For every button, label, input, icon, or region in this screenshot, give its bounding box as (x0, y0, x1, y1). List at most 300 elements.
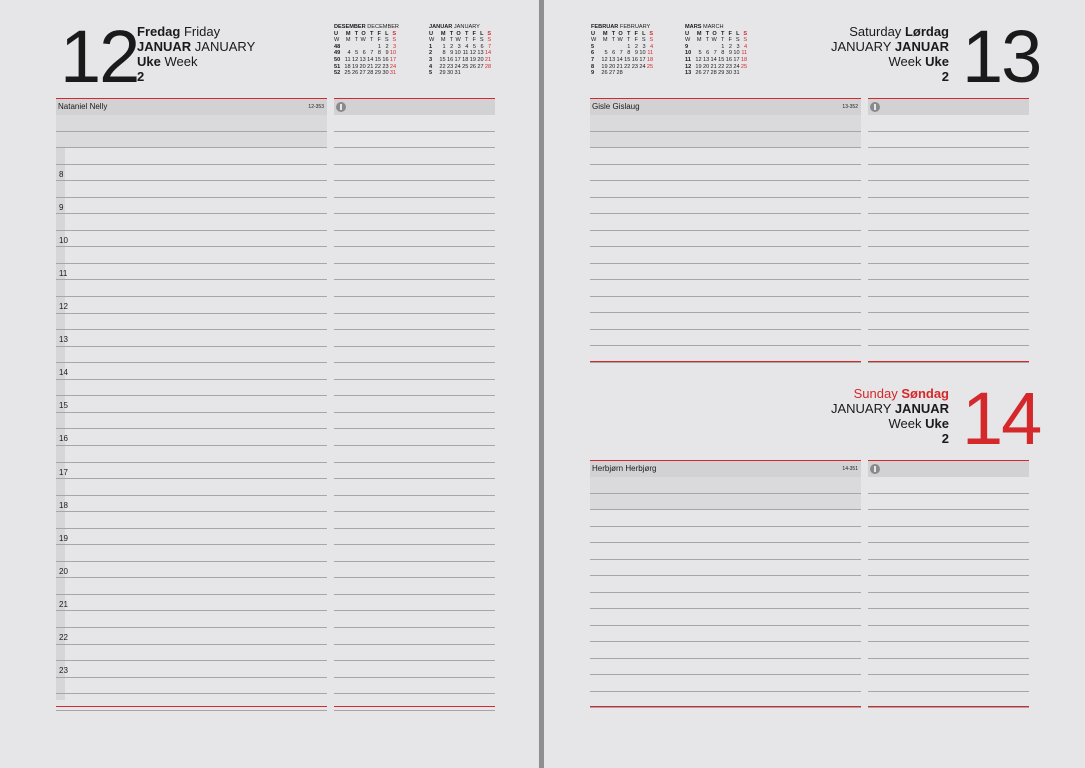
ruled-line[interactable] (868, 148, 1029, 165)
ruled-line[interactable] (334, 363, 495, 380)
month-en: JANUARY (830, 401, 892, 416)
ruled-line[interactable] (590, 330, 861, 347)
date-cell: 16 (631, 56, 638, 63)
ruled-line[interactable] (56, 380, 327, 397)
weekday-head: F (634, 30, 638, 37)
ruled-line[interactable] (334, 148, 495, 165)
ruled-line[interactable] (56, 214, 327, 231)
mini-calendar-title: MARS MARCH (685, 24, 724, 30)
date-cell: 6 (362, 50, 366, 57)
week-number-cell: 3 (429, 56, 433, 63)
ruled-line[interactable] (56, 479, 327, 496)
ruled-line[interactable] (868, 576, 1029, 593)
date-cell: 27 (477, 63, 484, 70)
ruled-line[interactable] (334, 578, 495, 595)
date-cell: 24 (639, 63, 646, 70)
ruled-line[interactable] (868, 560, 1029, 577)
ruled-line[interactable] (334, 347, 495, 364)
date-cell: 24 (733, 63, 740, 70)
ruled-line[interactable] (334, 512, 495, 529)
ruled-line[interactable] (868, 247, 1029, 264)
week-number-cell: 1 (429, 43, 433, 50)
date-cell: 26 (469, 63, 476, 70)
date-cell: 29 (718, 70, 725, 77)
date-cell: 17 (639, 56, 646, 63)
ruled-line[interactable] (334, 297, 495, 314)
weekday-head: L (385, 30, 389, 37)
ruled-line[interactable] (56, 247, 327, 264)
date-cell: 31 (389, 70, 397, 77)
weekday-head-en: W (617, 37, 623, 44)
ruled-line[interactable] (868, 477, 1029, 494)
notes-bar (334, 98, 495, 115)
hour-label: 19 (59, 533, 68, 543)
name-day-bar (590, 98, 861, 115)
ruled-line[interactable] (868, 675, 1029, 692)
weekday-head-en: M (602, 37, 608, 44)
date-cell: 25 (344, 70, 351, 77)
date-cell: 7 (370, 50, 374, 57)
ruled-line[interactable] (868, 659, 1029, 676)
day-14-heading (831, 386, 949, 446)
week-number-cell: 10 (685, 50, 692, 57)
weekday-head-en: T (705, 37, 710, 44)
week-number-cell: 51 (334, 63, 341, 70)
date-cell (646, 70, 654, 77)
ruled-line[interactable] (868, 543, 1029, 560)
hour-label: 16 (59, 434, 68, 444)
name-day-bar (56, 98, 327, 115)
ruled-line[interactable] (334, 165, 495, 182)
date-cell (351, 44, 359, 51)
hour-label: 12 (59, 302, 68, 312)
ruled-line[interactable] (56, 463, 327, 480)
ruled-line[interactable] (56, 429, 327, 446)
ruled-line[interactable] (334, 314, 495, 331)
date-cell: 10 (389, 50, 397, 57)
date-cell: 11 (344, 56, 351, 63)
name-day: Herbjørn Herbjørg (592, 464, 657, 473)
date-cell: 24 (389, 63, 397, 70)
bottom-rule (590, 361, 861, 362)
date-cell: 27 (608, 70, 616, 77)
week-no: Uke (925, 416, 949, 431)
ruled-line[interactable] (590, 609, 861, 626)
mini-calendar-title: FEBRUAR FEBRUARY (591, 24, 651, 30)
date-cell: 21 (367, 63, 374, 70)
date-cell (630, 70, 638, 77)
week-number-cell: 9 (591, 70, 595, 77)
ruled-line[interactable] (868, 527, 1029, 544)
mini-calendar-title: JANUAR JANUARY (429, 24, 480, 30)
ruled-line[interactable] (334, 446, 495, 463)
ruled-line[interactable] (590, 231, 861, 248)
date-cell: 18 (646, 56, 654, 63)
date-cell: 6 (706, 50, 710, 57)
ruled-line[interactable] (334, 694, 495, 711)
ruled-line[interactable] (56, 446, 327, 463)
week-number-cell: 8 (591, 63, 595, 70)
date-cell: 17 (389, 56, 397, 63)
date-cell: 25 (740, 63, 748, 70)
ruled-line[interactable] (868, 165, 1029, 182)
ruled-line[interactable] (56, 628, 327, 645)
date-cell: 11 (741, 50, 748, 57)
date-cell (476, 70, 484, 77)
ruled-line[interactable] (334, 429, 495, 446)
ruled-line[interactable] (590, 642, 861, 659)
ruled-line[interactable] (56, 347, 327, 364)
weekday-head: M (345, 30, 351, 37)
date-cell: 1 (377, 43, 381, 50)
date-cell: 8 (721, 50, 725, 57)
date-cell (623, 70, 631, 77)
weekday-head-en: S (384, 37, 389, 44)
week-no: Uke (925, 54, 949, 69)
week-no: Uke (137, 54, 161, 69)
ruled-line[interactable] (868, 264, 1029, 281)
ruled-line[interactable] (868, 115, 1029, 132)
ruled-line[interactable] (334, 479, 495, 496)
ruled-line[interactable] (334, 198, 495, 215)
weekday-head: T (705, 30, 710, 37)
ruled-line[interactable] (868, 297, 1029, 314)
date-cell: 31 (733, 70, 740, 77)
ruled-line[interactable] (334, 661, 495, 678)
day-code: 14-351 (842, 466, 858, 472)
weekday-head-en: W (360, 37, 366, 44)
weekday-head: T (369, 30, 374, 37)
date-cell: 20 (702, 63, 710, 70)
ruled-line[interactable] (590, 198, 861, 215)
week-number-cell: 9 (685, 43, 689, 50)
ruled-line[interactable] (590, 181, 861, 198)
date-cell (608, 44, 616, 51)
hour-label: 20 (59, 566, 68, 576)
ruled-line[interactable] (56, 264, 327, 281)
ruled-line[interactable] (590, 543, 861, 560)
ruled-line[interactable] (56, 562, 327, 579)
ruled-line[interactable] (868, 494, 1029, 511)
weekday-head-en: S (392, 37, 397, 44)
weekday-head: S (649, 30, 654, 37)
ruled-line[interactable] (56, 496, 327, 513)
date-cell: 18 (462, 56, 469, 63)
ruled-line[interactable] (590, 560, 861, 577)
week-number-cell: 11 (685, 56, 691, 63)
weekday-head-en: W (711, 37, 717, 44)
ruled-line[interactable] (334, 181, 495, 198)
day-12-notes (334, 98, 495, 710)
notes-marker-icon (336, 102, 346, 112)
ruled-line[interactable] (334, 330, 495, 347)
hour-label: 8 (59, 169, 64, 179)
ruled-line[interactable] (590, 626, 861, 643)
date-cell: 15 (439, 56, 446, 63)
ruled-line[interactable] (590, 247, 861, 264)
ruled-line[interactable] (56, 545, 327, 562)
week-number-cell: 2 (429, 50, 433, 57)
ruled-line[interactable] (334, 645, 495, 662)
weekday-head-en: T (354, 37, 359, 44)
ruled-line[interactable] (56, 396, 327, 413)
ruled-line[interactable] (56, 612, 327, 629)
ruled-line[interactable] (334, 562, 495, 579)
date-cell: 30 (382, 70, 389, 77)
ruled-line[interactable] (56, 281, 327, 298)
dow-en: Sunday (853, 386, 898, 401)
ruled-line[interactable] (334, 413, 495, 430)
weekday-head-en: T (449, 37, 454, 44)
date-cell: 12 (469, 50, 476, 57)
date-cell: 14 (710, 56, 717, 63)
date-cell: 14 (616, 56, 623, 63)
month-en: JANUARY (830, 39, 892, 54)
ruled-line[interactable] (56, 678, 327, 695)
ruled-line[interactable] (590, 659, 861, 676)
date-cell: 13 (359, 56, 366, 63)
ruled-line[interactable] (334, 496, 495, 513)
date-cell (358, 44, 366, 51)
ruled-line[interactable] (590, 313, 861, 330)
date-cell: 18 (344, 63, 351, 70)
ruled-line[interactable] (56, 578, 327, 595)
ruled-line[interactable] (56, 198, 327, 215)
month-en: JANUARY (194, 39, 256, 54)
date-cell: 26 (601, 70, 608, 77)
date-cell: 8 (442, 50, 446, 57)
ruled-line[interactable] (590, 264, 861, 281)
date-cell: 2 (385, 43, 389, 50)
ruled-line[interactable] (868, 593, 1029, 610)
dow-en: Saturday (849, 24, 902, 39)
date-cell: 2 (728, 43, 732, 50)
ruled-line[interactable] (334, 132, 495, 149)
date-cell (702, 44, 710, 51)
date-cell: 5 (698, 50, 702, 57)
ruled-line[interactable] (868, 214, 1029, 231)
ruled-line[interactable] (334, 628, 495, 645)
bottom-rule (590, 706, 861, 707)
weekday-head-en: F (634, 37, 638, 44)
date-cell: 21 (710, 63, 717, 70)
date-cell: 3 (736, 43, 740, 50)
ruled-line[interactable] (56, 694, 327, 711)
date-cell: 27 (702, 70, 710, 77)
ruled-line[interactable] (590, 510, 861, 527)
date-cell: 21 (484, 56, 492, 63)
date-cell: 1 (721, 43, 725, 50)
ruled-line[interactable] (868, 609, 1029, 626)
date-cell: 5 (604, 50, 608, 57)
date-cell: 20 (359, 63, 366, 70)
hour-label: 9 (59, 202, 64, 212)
weekday-head-en: T (720, 37, 725, 44)
week-number-cell: 13 (685, 70, 692, 77)
date-cell: 5 (355, 50, 359, 57)
ruled-line[interactable] (334, 214, 495, 231)
ruled-line[interactable] (334, 463, 495, 480)
date-cell: 6 (480, 43, 484, 50)
date-cell: 14 (484, 50, 492, 57)
date-cell (638, 70, 646, 77)
date-cell: 29 (439, 70, 446, 77)
ruled-line[interactable] (56, 512, 327, 529)
ruled-line[interactable] (334, 545, 495, 562)
date-cell: 3 (457, 43, 461, 50)
ruled-line[interactable] (56, 413, 327, 430)
weekday-head: O (618, 30, 623, 37)
date-cell: 21 (616, 63, 623, 70)
ruled-line[interactable] (590, 132, 861, 149)
ruled-line[interactable] (334, 678, 495, 695)
weekday-head-en: W (334, 37, 340, 44)
name-day: Gisle Gislaug (592, 102, 640, 111)
weekday-head: T (626, 30, 631, 37)
date-cell: 12 (351, 56, 359, 63)
weekday-head: F (728, 30, 732, 37)
date-cell: 22 (374, 63, 381, 70)
ruled-line[interactable] (334, 595, 495, 612)
ruled-line[interactable] (334, 529, 495, 546)
ruled-line[interactable] (56, 115, 327, 132)
week-number: 2 (941, 431, 949, 446)
month-no: JANUAR (894, 39, 949, 54)
ruled-line[interactable] (590, 115, 861, 132)
ruled-line[interactable] (590, 165, 861, 182)
hour-label: 22 (59, 633, 68, 643)
month-no: JANUAR (894, 401, 949, 416)
ruled-line[interactable] (868, 330, 1029, 347)
weekday-head: U (685, 30, 690, 37)
ruled-line[interactable] (334, 264, 495, 281)
ruled-line[interactable] (56, 314, 327, 331)
ruled-line[interactable] (868, 231, 1029, 248)
date-cell: 30 (725, 70, 732, 77)
week-number-cell: 6 (591, 50, 595, 57)
date-cell: 4 (744, 43, 748, 50)
ruled-line[interactable] (334, 115, 495, 132)
ruled-line[interactable] (56, 363, 327, 380)
date-cell: 22 (624, 63, 631, 70)
ruled-line[interactable] (868, 313, 1029, 330)
date-cell: 28 (616, 70, 623, 77)
ruled-line[interactable] (56, 297, 327, 314)
date-cell: 4 (347, 50, 351, 57)
weekday-head-en: F (472, 37, 476, 44)
date-cell: 15 (718, 56, 725, 63)
week-number-cell: 49 (334, 50, 341, 57)
ruled-line[interactable] (56, 132, 327, 149)
weekday-head: T (354, 30, 359, 37)
ruled-line[interactable] (868, 198, 1029, 215)
notes-bar (868, 98, 1029, 115)
mini-calendar-march (685, 24, 747, 77)
ruled-line[interactable] (334, 231, 495, 248)
date-cell (709, 44, 717, 51)
ruled-line[interactable] (590, 148, 861, 165)
hour-label: 14 (59, 368, 68, 378)
date-cell: 28 (710, 70, 717, 77)
ruled-line[interactable] (868, 280, 1029, 297)
date-cell: 19 (351, 63, 359, 70)
ruled-line[interactable] (868, 181, 1029, 198)
ruled-line[interactable] (590, 280, 861, 297)
ruled-line[interactable] (334, 612, 495, 629)
date-cell: 19 (695, 63, 702, 70)
hour-label: 10 (59, 235, 68, 245)
date-cell: 26 (695, 70, 702, 77)
weekday-head-en: T (611, 37, 616, 44)
date-cell: 4 (650, 43, 654, 50)
ruled-line[interactable] (56, 148, 327, 165)
dow-no: Fredag (137, 24, 181, 39)
date-cell: 12 (601, 56, 608, 63)
ruled-line[interactable] (590, 675, 861, 692)
date-cell: 17 (733, 56, 740, 63)
ruled-line[interactable] (868, 642, 1029, 659)
weekday-head: L (480, 30, 484, 37)
ruled-line[interactable] (868, 626, 1029, 643)
dow-no: Søndag (901, 386, 949, 401)
ruled-line[interactable] (868, 132, 1029, 149)
day-13-heading (831, 24, 949, 84)
weekday-head-en: W (429, 37, 435, 44)
date-cell (343, 44, 351, 51)
ruled-line[interactable] (590, 494, 861, 511)
ruled-line[interactable] (334, 380, 495, 397)
week-number-cell: 52 (334, 70, 341, 77)
day-code: 13-352 (842, 104, 858, 110)
ruled-line[interactable] (590, 576, 861, 593)
ruled-line[interactable] (56, 595, 327, 612)
weekday-head-en: T (626, 37, 631, 44)
ruled-line[interactable] (334, 247, 495, 264)
ruled-line[interactable] (868, 510, 1029, 527)
week-number: 2 (941, 69, 949, 84)
left-page (0, 0, 539, 768)
date-cell: 15 (624, 56, 631, 63)
ruled-line[interactable] (334, 281, 495, 298)
ruled-line[interactable] (590, 593, 861, 610)
weekday-head: M (696, 30, 702, 37)
ruled-line[interactable] (56, 645, 327, 662)
ruled-line[interactable] (590, 214, 861, 231)
ruled-line[interactable] (56, 165, 327, 182)
dow-en: Friday (183, 24, 221, 39)
ruled-line[interactable] (334, 396, 495, 413)
weekday-head: L (642, 30, 646, 37)
weekday-head-en: W (685, 37, 691, 44)
weekday-head: M (440, 30, 446, 37)
ruled-line[interactable] (590, 477, 861, 494)
ruled-line[interactable] (56, 231, 327, 248)
date-cell: 7 (488, 43, 492, 50)
ruled-line[interactable] (590, 297, 861, 314)
ruled-line[interactable] (56, 529, 327, 546)
date-cell: 10 (454, 50, 461, 57)
bottom-rule (868, 361, 1029, 362)
ruled-line[interactable] (590, 527, 861, 544)
ruled-line[interactable] (56, 330, 327, 347)
date-cell: 24 (454, 63, 461, 70)
date-cell (740, 70, 748, 77)
ruled-line[interactable] (56, 661, 327, 678)
date-cell (461, 70, 469, 77)
date-cell (366, 44, 374, 51)
date-cell: 3 (642, 43, 646, 50)
ruled-line[interactable] (56, 181, 327, 198)
